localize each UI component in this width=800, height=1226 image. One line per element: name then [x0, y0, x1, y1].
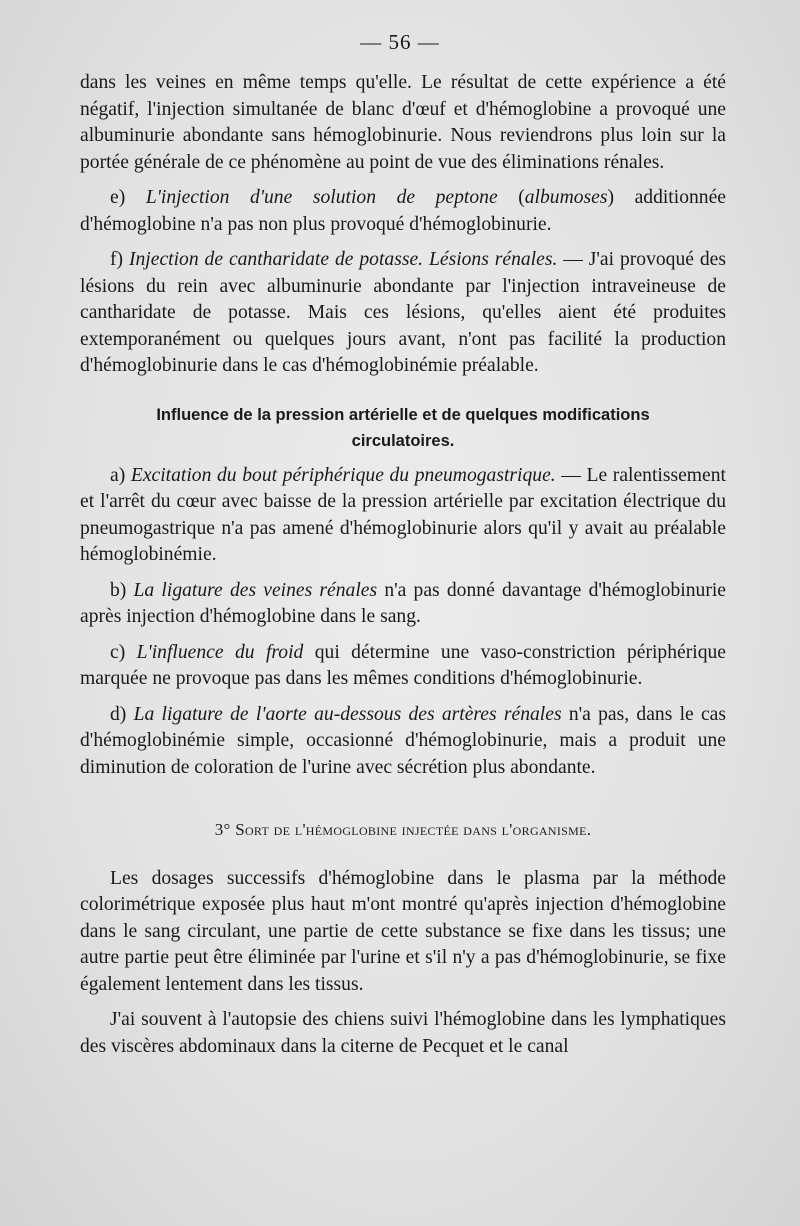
item-title: L'injection d'une solution de peptone — [145, 187, 498, 208]
chapter-title: Sort de l'hémoglobine injectée dans l'organisme. — [235, 820, 592, 839]
item-text: ) additionnée d'hémoglobine n'a pas non plus provoqué d'hémoglobinurie. — [80, 187, 726, 235]
item-title: La ligature des veines rénales — [133, 579, 378, 601]
paragraph-body-1: Les dosages successifs d'hémoglobine dans le plasma par la méthode colorimétrique exposée plus haut m'ont montré qu'après injection d'hémoglobine dans le sang circulant, une partie de cette substance se fixe dans les tissus; une autre partie peut être éliminée par l'urine et s'il n'y a pas d'hémoglobinurie, se fixe également lentement dans les tissus. — [80, 867, 726, 995]
section-heading: Influence de la pression artérielle et de quelques modifications circulatoires. — [156, 405, 650, 450]
paragraph-d — [80, 702, 726, 782]
paragraph-continuation: dans les veines en même temps qu'elle. Le résultat de cette expérience a été négatif, l'injection simultanée de blanc d'œuf et d'hémoglobine a provoqué une albuminurie abondante sans hémoglobinurie. Nous reviendrons plus loin sur la portée générale de ce phénomène au point de vue des éliminations rénales. — [80, 72, 726, 173]
item-text: — Le ralentissement et l'arrêt du cœur avec baisse de la pression artérielle par excitation électrique du pneumogastrique n'a pas amené d'hémoglobinurie alors qu'il y avait au préalable hémoglobinémie. — [80, 464, 726, 565]
chapter-heading — [80, 817, 726, 844]
paragraph-body-2: J'ai souvent à l'autopsie des chiens suivi l'hémoglobine dans les lymphatiques des viscères abdominaux dans la citerne de Pecquet et le canal — [80, 1009, 726, 1057]
item-label: a) — [110, 464, 126, 486]
item-text: n'a pas, dans le cas d'hémoglobinémie simple, occasionné d'hémoglobinurie, mais a produit une diminution de coloration de l'urine avec sécrétion plus abondante. — [80, 703, 726, 778]
item-label: d) — [110, 703, 127, 725]
paragraph-f — [80, 247, 726, 380]
item-label: b) — [110, 579, 127, 601]
item-title-2: albumoses — [524, 187, 608, 208]
page-body — [80, 70, 726, 1060]
item-title: Excitation du bout périphérique du pneumogastrique. — [130, 464, 556, 486]
item-text: n'a pas donné davantage d'hémoglobinurie après injection d'hémoglobine dans le sang. — [80, 579, 726, 627]
paragraph-c — [80, 640, 726, 693]
chapter-number: 3° — [214, 820, 231, 839]
page-number: — 56 — — [360, 30, 440, 54]
paragraph-b — [80, 578, 726, 631]
paragraph-e — [80, 185, 726, 238]
item-title: Injection de cantharidate de potasse. Lésions rénales. — [128, 249, 558, 270]
item-text: qui détermine une vaso-constriction périphérique marquée ne provoque pas dans les mêmes conditions d'hémoglobinurie. — [80, 641, 726, 689]
item-label: e) — [110, 187, 126, 208]
paragraph-a — [80, 463, 726, 569]
item-label: f) — [110, 249, 124, 270]
item-label: c) — [110, 641, 126, 663]
item-title: L'influence du froid — [136, 641, 304, 663]
paren: ( — [497, 187, 525, 208]
item-text: — J'ai provoqué des lésions du rein avec albuminurie abondante par l'injection intraveineuse de cantharidate de potasse. Mais ces lésions, qu'elles aient été produites extemporanément ou quelques jours avant, n'ont pas facilité la production d'hémoglobinurie dans le cas d'hémoglobinémie préalable. — [80, 249, 726, 376]
item-title: La ligature de l'aorte au-dessous des artères rénales — [133, 703, 562, 725]
